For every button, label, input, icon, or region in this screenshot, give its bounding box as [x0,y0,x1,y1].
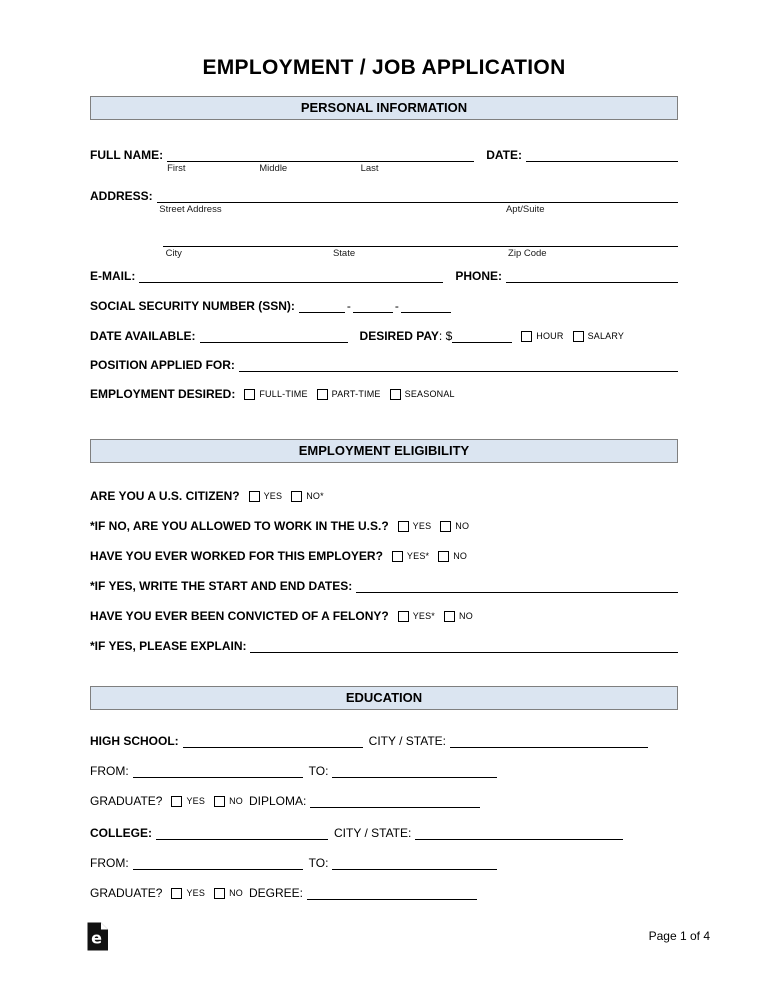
ssn-segment-1-input-line[interactable] [299,299,345,313]
email-input-line[interactable] [139,269,443,283]
college-degree-input-line[interactable] [307,886,477,900]
felony-yes-label: YES* [412,611,436,621]
section-header-education: EDUCATION [90,686,678,710]
full-name-row [90,146,678,174]
hs-from-to-row [90,762,678,778]
felony-no-checkbox[interactable] [444,611,455,622]
college-name-input-line[interactable] [156,826,328,840]
apt-suite-sublabel: Apt/Suite [505,204,545,215]
felony-yes-option [398,609,435,623]
city-sublabel: City [165,248,182,259]
high-school-label: HIGH SCHOOL: [90,734,179,748]
street-address-input-line[interactable] [157,189,678,203]
street-address-sublabel: Street Address [159,204,222,215]
ssn-dash-1: - [346,299,351,313]
worked-before-question-label: HAVE YOU EVER WORKED FOR THIS EMPLOYER? [90,549,383,563]
ssn-row [90,297,678,313]
allowed-yes-option [398,519,432,533]
college-city-state-label: CITY / STATE: [334,826,412,840]
college-from-input-line[interactable] [133,856,303,870]
part-time-checkbox-label: PART-TIME [331,389,381,399]
hs-from-input-line[interactable] [133,764,303,778]
high-school-row [90,732,678,748]
date-available-label: DATE AVAILABLE: [90,329,196,343]
state-sublabel: State [332,248,356,259]
date-available-input-line[interactable] [200,329,348,343]
full-name-sublabels [167,162,474,175]
worked-yes-label: YES* [406,551,430,561]
citizen-yes-checkbox[interactable] [249,491,260,502]
ssn-segment-2-input-line[interactable] [353,299,393,313]
ssn-dash-2: - [394,299,399,313]
address-sublabels [157,203,678,216]
desired-pay-dollar-prefix: : $ [438,329,453,343]
college-graduate-no-checkbox[interactable] [214,888,225,899]
felony-question-label: HAVE YOU EVER BEEN CONVICTED OF A FELONY? [90,609,389,623]
college-graduate-row [90,884,678,900]
full-time-checkbox[interactable] [244,389,255,400]
hour-checkbox[interactable] [521,331,532,342]
position-applied-row [90,356,678,372]
hs-to-label: TO: [308,764,329,778]
start-end-dates-label: *IF YES, WRITE THE START AND END DATES: [90,579,353,593]
seasonal-checkbox[interactable] [390,389,401,400]
worked-no-checkbox[interactable] [438,551,449,562]
worked-no-option [438,549,467,563]
employment-desired-label: EMPLOYMENT DESIRED: [90,387,236,401]
college-graduate-yes-label: YES [186,888,206,898]
city-state-zip-sublabels [163,247,678,260]
address-row [90,187,678,215]
allowed-to-work-question-row [90,517,678,533]
zip-code-sublabel: Zip Code [508,248,547,259]
position-applied-label: POSITION APPLIED FOR: [90,358,235,372]
phone-label: PHONE: [455,269,502,283]
felony-explain-input-line[interactable] [250,639,678,653]
hs-city-state-input-line[interactable] [450,734,648,748]
college-row [90,824,678,840]
full-time-checkbox-label: FULL-TIME [259,389,308,399]
part-time-checkbox[interactable] [317,389,328,400]
logo-letter: e [91,928,102,947]
college-from-label: FROM: [90,856,129,870]
city-state-zip-field-wrap [163,233,678,259]
section-header-employment-eligibility: EMPLOYMENT ELIGIBILITY [90,439,678,463]
salary-checkbox-label: SALARY [587,331,625,341]
hs-to-input-line[interactable] [332,764,497,778]
felony-no-label: NO [459,611,473,621]
high-school-name-input-line[interactable] [183,734,363,748]
last-name-sublabel: Last [360,163,379,174]
college-label: COLLEGE: [90,826,152,840]
address-field-wrap [153,189,678,215]
hs-graduate-no-option [214,794,243,808]
worked-before-question-row [90,547,678,563]
ssn-label: SOCIAL SECURITY NUMBER (SSN): [90,299,295,313]
page-footer [86,920,710,952]
page-title: EMPLOYMENT / JOB APPLICATION [202,56,566,79]
pay-hour-option [521,329,563,343]
full-name-field-wrap [163,148,474,174]
allowed-yes-checkbox[interactable] [398,521,409,532]
felony-no-option [444,609,473,623]
part-time-option [317,387,381,401]
hs-graduate-yes-checkbox[interactable] [171,796,182,807]
hs-graduate-no-checkbox[interactable] [214,796,225,807]
allowed-no-label: NO [455,521,470,531]
page-number-indicator: Page 1 of 4 [648,929,710,943]
felony-explain-label: *IF YES, PLEASE EXPLAIN: [90,639,247,653]
employment-desired-row [90,385,678,401]
citizen-yes-option [249,489,283,503]
hs-city-state-label: CITY / STATE: [368,734,447,748]
hs-graduate-yes-label: YES [186,796,206,806]
middle-name-sublabel: Middle [259,163,288,174]
address-label: ADDRESS: [90,189,153,203]
eforms-document-logo-icon [86,922,109,951]
college-to-label: TO: [308,856,329,870]
worked-yes-option [392,549,429,563]
college-degree-label: DEGREE: [248,886,303,900]
full-name-input-line[interactable] [167,148,474,162]
college-graduate-yes-checkbox[interactable] [171,888,182,899]
email-label: E-MAIL: [90,269,136,283]
date-label: DATE: [486,148,522,162]
allowed-yes-label: YES [412,521,432,531]
hs-diploma-label: DIPLOMA: [248,794,307,808]
pay-salary-option [573,329,625,343]
college-from-to-row [90,854,678,870]
desired-pay-input-line[interactable] [452,329,512,343]
college-graduate-label: GRADUATE? [90,886,163,900]
allowed-to-work-question-label: *IF NO, ARE YOU ALLOWED TO WORK IN THE U.S.? [90,519,389,533]
desired-pay-label: DESIRED PAY [359,329,439,343]
college-graduate-no-label: NO [229,888,243,898]
full-name-label: FULL NAME: [90,148,164,162]
hs-graduate-yes-option [171,794,205,808]
date-available-desired-pay-row [90,327,678,343]
section-header-personal-information: PERSONAL INFORMATION [90,96,678,120]
citizen-no-checkbox[interactable] [291,491,302,502]
hour-checkbox-label: HOUR [536,331,564,341]
hs-from-label: FROM: [90,764,129,778]
college-graduate-no-option [214,886,243,900]
hs-diploma-input-line[interactable] [310,794,480,808]
position-applied-input-line[interactable] [239,358,678,372]
hs-graduate-row [90,792,678,808]
felony-yes-checkbox[interactable] [398,611,409,622]
allowed-no-option [440,519,469,533]
college-graduate-yes-option [171,886,205,900]
allowed-no-checkbox[interactable] [440,521,451,532]
date-input-line[interactable] [526,148,678,162]
seasonal-option [390,387,455,401]
worked-no-label: NO [453,551,468,561]
worked-yes-checkbox[interactable] [392,551,403,562]
felony-question-row [90,607,678,623]
ssn-segment-3-input-line[interactable] [401,299,451,313]
full-time-option [244,387,307,401]
citizen-no-label: NO* [306,491,324,501]
start-end-dates-row [90,577,678,593]
college-to-input-line[interactable] [332,856,497,870]
citizen-question-row [90,487,678,503]
start-end-dates-input-line[interactable] [356,579,678,593]
first-name-sublabel: First [167,163,186,174]
salary-checkbox[interactable] [573,331,584,342]
hs-graduate-label: GRADUATE? [90,794,163,808]
citizen-question-label: ARE YOU A U.S. CITIZEN? [90,489,240,503]
phone-input-line[interactable] [506,269,678,283]
email-phone-row [90,267,678,283]
city-state-zip-row [163,231,678,259]
seasonal-checkbox-label: SEASONAL [404,389,455,399]
city-state-zip-input-line[interactable] [163,233,678,247]
college-city-state-input-line[interactable] [415,826,623,840]
citizen-no-option [291,489,324,503]
felony-explain-row [90,637,678,653]
citizen-yes-label: YES [263,491,283,501]
hs-graduate-no-label: NO [229,796,243,806]
